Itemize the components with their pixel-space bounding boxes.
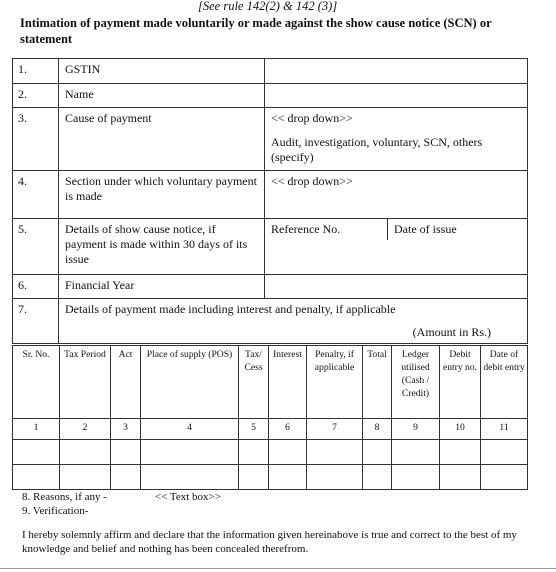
col-number: 4: [141, 419, 239, 440]
cause-of-payment-dropdown[interactable]: [265, 108, 528, 171]
col-header: Ledger utilised (Cash / Credit): [392, 346, 440, 419]
col-header: Tax/ Cess: [239, 346, 269, 419]
row-show-cause-notice: [13, 219, 528, 275]
row-number: 1.: [13, 59, 59, 84]
col-header: Place of supply (POS): [141, 346, 239, 419]
row-name: [13, 84, 528, 108]
col-header: Interest: [269, 346, 307, 419]
table-cell[interactable]: [363, 440, 392, 465]
table-cell[interactable]: [269, 440, 307, 465]
gstin-label: GSTIN: [59, 59, 265, 84]
table-cell[interactable]: [269, 465, 307, 490]
col-header: Tax Period: [60, 346, 111, 419]
verification-label: 9. Verification-: [22, 505, 89, 517]
table-cell[interactable]: [13, 465, 60, 490]
table-cell[interactable]: [392, 440, 440, 465]
col-number: 5: [239, 419, 269, 440]
col-number: 6: [269, 419, 307, 440]
table-cell[interactable]: [60, 440, 111, 465]
reference-no-field[interactable]: Reference No.: [265, 219, 388, 240]
section-dropdown[interactable]: << drop down>>: [265, 171, 528, 219]
row-financial-year: [13, 275, 528, 299]
table-cell[interactable]: [363, 465, 392, 490]
col-number: 2: [60, 419, 111, 440]
dropdown-options-text: Audit, investigation, voluntary, SCN, others (specify): [271, 135, 483, 164]
table-cell[interactable]: [60, 465, 111, 490]
table-cell[interactable]: [440, 440, 481, 465]
name-label: Name: [59, 84, 265, 108]
col-header: Debit entry no.: [440, 346, 481, 419]
amount-unit-note: (Amount in Rs.): [412, 325, 491, 339]
row-payment-details: [13, 299, 528, 344]
financial-year-field[interactable]: [265, 275, 528, 299]
reasons-label: 8. Reasons, if any -: [22, 491, 107, 503]
col-number: 3: [111, 419, 141, 440]
col-header: Total: [363, 346, 392, 419]
col-header: Act: [111, 346, 141, 419]
payment-table: [12, 345, 528, 490]
name-field[interactable]: [265, 84, 528, 108]
financial-year-label: Financial Year: [59, 275, 265, 299]
col-header: Sr. No.: [13, 346, 60, 419]
payment-table-row: [13, 465, 528, 490]
table-cell[interactable]: [440, 465, 481, 490]
form-title: Intimation of payment made voluntarily or made against the show cause notice (SCN) or statement: [20, 16, 492, 46]
row-number: 4.: [13, 171, 59, 219]
row-number: 3.: [13, 108, 59, 171]
row-cause-of-payment: [13, 108, 528, 171]
dropdown-placeholder: << drop down>>: [271, 111, 353, 125]
table-cell[interactable]: [307, 465, 363, 490]
form-details-table: [12, 58, 528, 344]
bottom-divider: [0, 568, 556, 569]
table-cell[interactable]: [141, 440, 239, 465]
declaration-text: I hereby solemnly affirm and declare that the information given hereinabove is true and correct to the best of my knowledge and belief and nothing has been concealed therefrom.: [22, 529, 517, 555]
row-number: 2.: [13, 84, 59, 108]
col-number: 10: [440, 419, 481, 440]
table-cell[interactable]: [111, 440, 141, 465]
table-cell[interactable]: [111, 465, 141, 490]
row-section: [13, 171, 528, 219]
col-number: 8: [363, 419, 392, 440]
cause-of-payment-label: Cause of payment: [59, 108, 265, 171]
rule-reference: [See rule 142(2) & 142 (3)]: [198, 0, 338, 13]
table-cell[interactable]: [239, 465, 269, 490]
reasons-section: [22, 490, 221, 504]
gstin-field[interactable]: [265, 59, 528, 84]
row-number: 5.: [13, 219, 59, 275]
table-cell[interactable]: [392, 465, 440, 490]
col-number: 9: [392, 419, 440, 440]
show-cause-notice-label: Details of show cause notice, if payment is made within 30 days of its issue: [59, 219, 265, 275]
date-of-issue-field[interactable]: Date of issue: [394, 222, 457, 236]
reasons-text-box[interactable]: << Text box>>: [154, 491, 221, 503]
table-cell[interactable]: [141, 465, 239, 490]
col-number: 11: [481, 419, 528, 440]
table-cell[interactable]: [481, 440, 528, 465]
row-gstin: [13, 59, 528, 84]
col-header: Date of debit entry: [481, 346, 528, 419]
section-label: Section under which voluntary payment is made: [59, 171, 265, 219]
col-header: Penalty, if applicable: [307, 346, 363, 419]
table-cell[interactable]: [307, 440, 363, 465]
table-cell[interactable]: [481, 465, 528, 490]
col-number: 7: [307, 419, 363, 440]
col-number: 1: [13, 419, 60, 440]
payment-details-label: Details of payment made including interest and penalty, if applicable: [65, 302, 396, 316]
row-number: 6.: [13, 275, 59, 299]
payment-table-row: [13, 440, 528, 465]
table-cell[interactable]: [239, 440, 269, 465]
table-cell[interactable]: [13, 440, 60, 465]
payment-table-col-numbers: [13, 419, 528, 440]
payment-table-header: [13, 346, 528, 419]
row-number: 7.: [13, 299, 59, 344]
